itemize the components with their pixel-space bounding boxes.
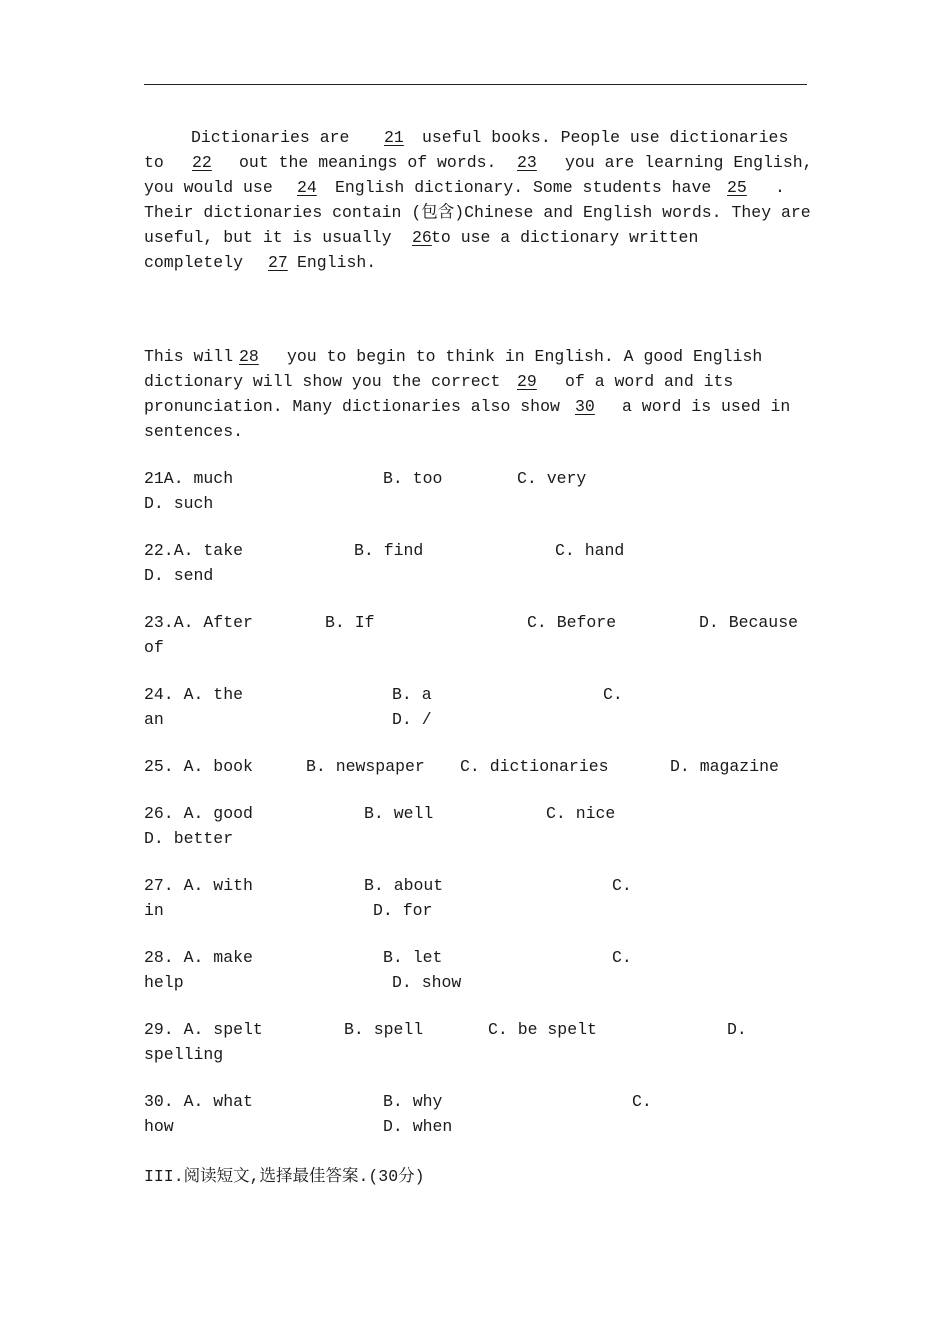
option-a: 24. A. the	[144, 685, 244, 704]
option-c-continued: in	[144, 901, 164, 920]
option-a: 23.A. After	[144, 613, 253, 632]
option-b: B. about	[364, 876, 444, 895]
blank-29: 29	[517, 372, 537, 391]
blank-25: 25	[727, 178, 747, 197]
passage-text: to	[144, 153, 164, 172]
blank-23: 23	[517, 153, 537, 172]
option-d: D. /	[392, 710, 432, 729]
option-c: C. very	[517, 469, 587, 488]
option-d: D. Because	[699, 613, 799, 632]
option-c: C.	[612, 948, 632, 967]
blank-28: 28	[239, 347, 259, 366]
passage-text: a word is used in	[622, 397, 791, 416]
option-a: 27. A. with	[144, 876, 253, 895]
option-c-continued: an	[144, 710, 164, 729]
option-c: C. hand	[555, 541, 625, 560]
option-b: B. let	[383, 948, 443, 967]
passage-text: sentences.	[144, 422, 244, 441]
option-d: D. for	[373, 901, 433, 920]
option-c: C.	[603, 685, 623, 704]
option-a: 30. A. what	[144, 1092, 253, 1111]
option-c: C.	[632, 1092, 652, 1111]
option-a: 28. A. make	[144, 948, 253, 967]
passage-text: useful books. People use dictionaries	[422, 128, 789, 147]
passage-text: .	[775, 178, 785, 197]
option-b: B. If	[325, 613, 375, 632]
option-d: D. such	[144, 494, 214, 513]
passage-text: you to begin to think in English. A good English	[287, 347, 763, 366]
option-c: C. nice	[546, 804, 616, 823]
option-b: B. why	[383, 1092, 443, 1111]
option-d: D. magazine	[670, 757, 779, 776]
option-d-continued: spelling	[144, 1045, 224, 1064]
option-b: B. find	[354, 541, 424, 560]
passage-text: to use a dictionary written	[431, 228, 699, 247]
passage-text: English.	[297, 253, 377, 272]
option-b: B. spell	[344, 1020, 424, 1039]
option-c: C. be spelt	[488, 1020, 597, 1039]
option-b: B. too	[383, 469, 443, 488]
section-heading: III.阅读短文,选择最佳答案.(30分)	[144, 1167, 425, 1186]
passage-text: Dictionaries are	[191, 128, 350, 147]
option-a: 22.A. take	[144, 541, 244, 560]
option-d-continued: of	[144, 638, 164, 657]
option-a: 26. A. good	[144, 804, 253, 823]
option-c: C. Before	[527, 613, 617, 632]
blank-22: 22	[192, 153, 212, 172]
passage-text: of a word and its	[565, 372, 734, 391]
option-d: D. send	[144, 566, 214, 585]
passage-text: out the meanings of words.	[239, 153, 497, 172]
passage-text: useful, but it is usually	[144, 228, 392, 247]
passage-text: Their dictionaries contain (包含)Chinese and English words. They are	[144, 203, 811, 222]
option-d: D. when	[383, 1117, 453, 1136]
option-b: B. a	[392, 685, 432, 704]
blank-27: 27	[268, 253, 288, 272]
passage-text: dictionary will show you the correct	[144, 372, 501, 391]
option-b: B. newspaper	[306, 757, 425, 776]
passage-text: completely	[144, 253, 244, 272]
passage-text: This will	[144, 347, 234, 366]
option-c: C.	[612, 876, 632, 895]
passage-text: you are learning English,	[565, 153, 813, 172]
top-rule	[144, 84, 807, 85]
option-b: B. well	[364, 804, 434, 823]
blank-24: 24	[297, 178, 317, 197]
option-a: 21A. much	[144, 469, 234, 488]
option-a: 25. A. book	[144, 757, 253, 776]
option-c-continued: how	[144, 1117, 174, 1136]
passage-text: English dictionary. Some students have	[335, 178, 712, 197]
blank-26: 26	[412, 228, 432, 247]
option-d: D. show	[392, 973, 462, 992]
option-d: D.	[727, 1020, 747, 1039]
option-c: C. dictionaries	[460, 757, 609, 776]
blank-21: 21	[384, 128, 404, 147]
option-d: D. better	[144, 829, 234, 848]
passage-text: you would use	[144, 178, 273, 197]
option-a: 29. A. spelt	[144, 1020, 263, 1039]
blank-30: 30	[575, 397, 595, 416]
option-c-continued: help	[144, 973, 184, 992]
passage-text: pronunciation. Many dictionaries also show	[144, 397, 560, 416]
